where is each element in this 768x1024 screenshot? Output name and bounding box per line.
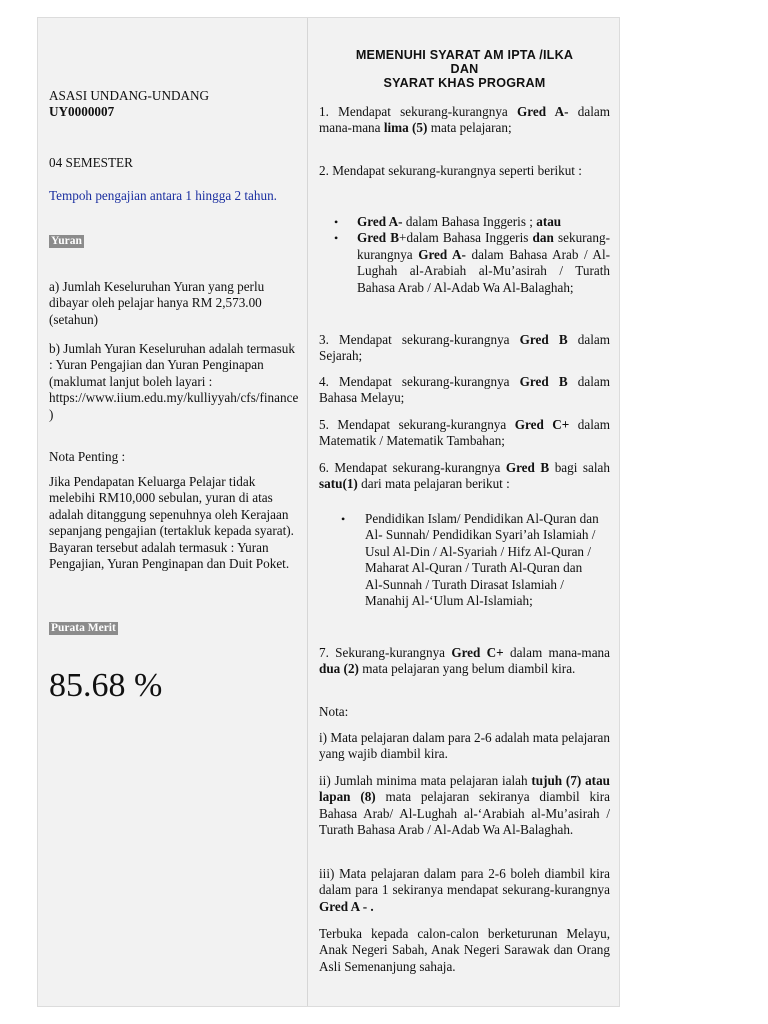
program-title bbox=[49, 88, 209, 121]
semester-count: 04 SEMESTER bbox=[49, 155, 133, 170]
notes-title: Nota: bbox=[319, 704, 349, 719]
fees-breakdown: b) Jumlah Yuran Keseluruhan adalah termasuk : Yuran Pengajian dan Yuran Penginapan (maklumat lanjut boleh layari : https://www.iium.edu.my/kulliyyah/cfs/finance) bbox=[49, 341, 299, 422]
requirement-3: 3. Mendapat sekurang-kurangnya Gred B dalam Sejarah; bbox=[319, 332, 610, 364]
program-card bbox=[37, 17, 620, 1007]
requirement-2: 2. Mendapat sekurang-kurangnya seperti berikut : bbox=[319, 163, 582, 178]
eligibility-note: Terbuka kepada calon-calon berketurunan Melayu, Anak Negeri Sabah, Anak Negeri Sarawak dan Orang Asli Semenanjung sahaja. bbox=[319, 926, 610, 974]
header-line-1: MEMENUHI SYARAT AM IPTA /ILKA bbox=[355, 48, 574, 62]
requirement-6-subjects bbox=[319, 511, 610, 609]
requirement-4: 4. Mendapat sekurang-kurangnya Gred B dalam Bahasa Melayu; bbox=[319, 374, 610, 406]
fees-total: a) Jumlah Keseluruhan Yuran yang perlu dibayar oleh pelajar hanya RM 2,573.00 (setahun) bbox=[49, 279, 265, 327]
note-title: Nota Penting : bbox=[49, 449, 126, 464]
list-item: • Gred B+dalam Bahasa Inggeris dan sekurang-kurangnya Gred A- dalam Bahasa Arab / Al-Lughah al-Arabiah al-Mu’asirah / Turath Bahasa Arab / Al-Adab Wa Al-Balaghah; bbox=[319, 230, 610, 296]
study-duration: Tempoh pengajian antara 1 hingga 2 tahun. bbox=[49, 188, 277, 203]
list-item: • Gred A- dalam Bahasa Inggeris ; atau bbox=[319, 214, 610, 230]
merit-value: 85.68 % bbox=[49, 667, 163, 704]
program-name: ASASI UNDANG-UNDANG bbox=[49, 88, 210, 103]
merit-label: Purata Merit bbox=[51, 622, 116, 634]
requirement-2-options bbox=[319, 214, 610, 296]
note-text: Jika Pendapatan Keluarga Pelajar tidak melebihi RM10,000 sebulan, yuran di atas adalah ditanggung sepenuhnya oleh Kerajaan sepanjang pengajian (tertakluk kepada syarat). Bayaran tersebut adalah termasuk : Yuran Pengajian, Yuran Penginapan dan Duit Poket. bbox=[49, 474, 294, 572]
requirement-5: 5. Mendapat sekurang-kurangnya Gred C+ dalam Matematik / Matematik Tambahan; bbox=[319, 417, 610, 449]
requirements-header bbox=[319, 49, 610, 90]
requirement-7: 7. Sekurang-kurangnya Gred C+ dalam mana-mana dua (2) mata pelajaran yang belum diambil kira. bbox=[319, 645, 610, 677]
note-2: ii) Jumlah minima mata pelajaran ialah tujuh (7) atau lapan (8) mata pelajaran sekiranya diambil kira Bahasa Arab/ Al-Lughah al-‘Arabiah al-Mu’asirah / Turath Bahasa Arab / Al-Adab Wa Al-Balaghah. bbox=[319, 773, 610, 838]
column-divider bbox=[307, 18, 308, 1006]
program-code: UY0000007 bbox=[49, 104, 115, 120]
requirement-6: 6. Mendapat sekurang-kurangnya Gred B bagi salah satu(1) dari mata pelajaran berikut : bbox=[319, 460, 611, 492]
fees-label: Yuran bbox=[51, 235, 82, 247]
requirement-1: 1. Mendapat sekurang-kurangnya Gred A- dalam mana-mana lima (5) mata pelajaran; bbox=[319, 104, 610, 136]
list-item: • Pendidikan Islam/ Pendidikan Al-Quran dan Al- Sunnah/ Pendidikan Syari’ah Islamiah / Usul Al-Din / Al-Syariah / Hifz Al-Quran / Maharat Al-Quran / Turath Al-Quran dan Al-Sunnah / Turath Dirasat Islamiah / Manahij Al-‘Ulum Al-Islamiah; bbox=[319, 511, 610, 609]
note-3: iii) Mata pelajaran dalam para 2-6 boleh diambil kira dalam para 1 sekiranya mendapat sekurang-kurangnya Gred A - . bbox=[319, 866, 610, 914]
header-line-2: DAN bbox=[450, 61, 479, 76]
header-line-3: SYARAT KHAS PROGRAM bbox=[383, 75, 546, 90]
note-1: i) Mata pelajaran dalam para 2-6 adalah mata pelajaran yang wajib diambil kira. bbox=[319, 730, 610, 762]
